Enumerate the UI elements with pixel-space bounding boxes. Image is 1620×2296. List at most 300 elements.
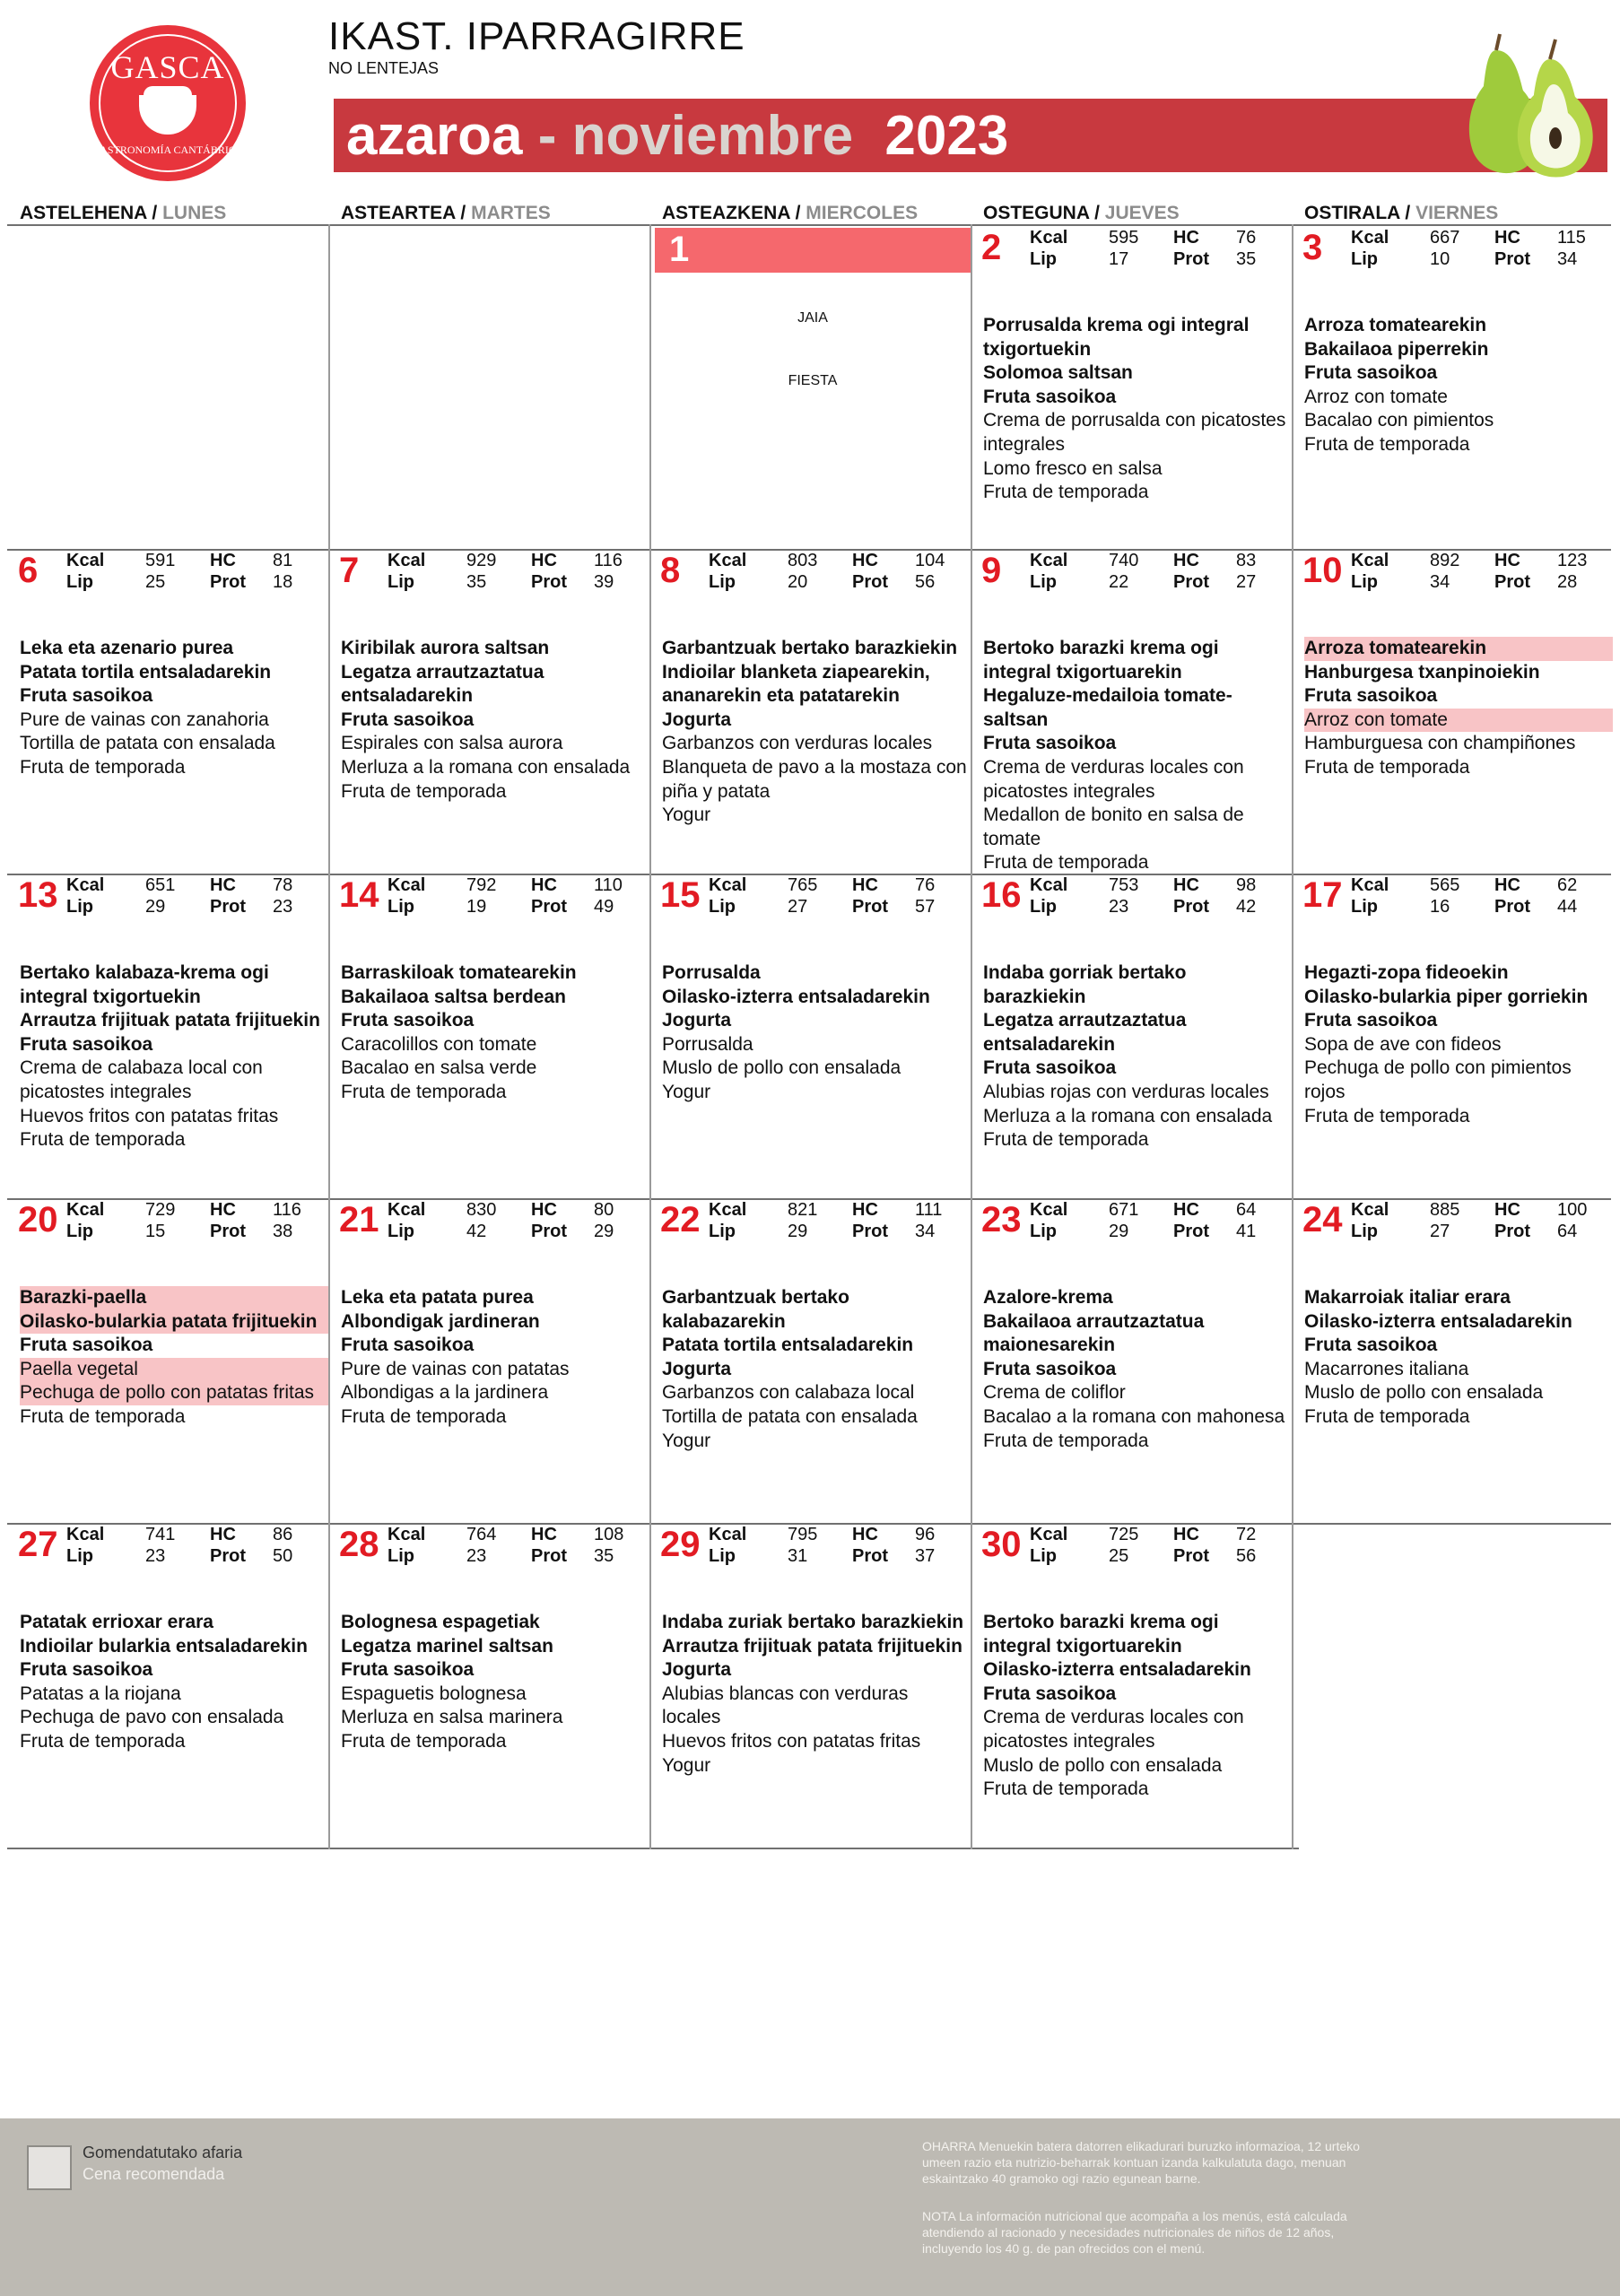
menu-item-eu: Fruta sasoikoa: [20, 1659, 153, 1681]
menu-item-es: Fruta de temporada: [1304, 433, 1470, 455]
kcal-value: 595: [1109, 228, 1139, 248]
lip-label: Lip: [388, 1546, 414, 1566]
menu-item-es: Caracolillos con tomate: [341, 1033, 537, 1055]
nutrition-bar: [13, 549, 328, 594]
menu-item-es: Yogur: [662, 804, 711, 826]
school-name: IKAST. IPARRAGIRRE: [328, 14, 745, 58]
hc-label: HC: [210, 875, 236, 895]
menu-list: [341, 637, 649, 804]
prot-value: 56: [915, 572, 936, 592]
kcal-label: Kcal: [709, 1200, 747, 1220]
menu-item-es: Pechuga de pavo con ensalada: [20, 1707, 284, 1728]
day-number: 16: [981, 875, 1022, 915]
hc-value: 96: [915, 1525, 936, 1544]
nutrition-bar: [976, 549, 1292, 594]
menu-list: [983, 961, 1292, 1152]
menu-list: [341, 1286, 649, 1430]
legend-label-eu: Gomendatutako afaria: [83, 2144, 243, 2161]
hc-label: HC: [531, 1200, 557, 1220]
weekday-header-jueves: [983, 203, 1180, 224]
day-number: 21: [339, 1200, 379, 1239]
menu-item-eu: Bertako kalabaza-krema ogi integral txigortuekin: [20, 962, 269, 1007]
menu-item-eu: Legatza arrautzaztatua entsaladarekin: [983, 1010, 1187, 1055]
menu-item-es: Blanqueta de pavo a la mostaza con piña y patata: [662, 756, 967, 802]
menu-item-eu: Fruta sasoikoa: [983, 1057, 1117, 1079]
nutrition-bar: [334, 874, 649, 918]
menu-item-es: Albondigas a la jardinera: [341, 1382, 549, 1404]
lip-label: Lip: [388, 572, 414, 592]
weekday-eu: OSTIRALA: [1304, 203, 1400, 223]
day-number: 15: [660, 875, 701, 915]
lip-value: 20: [788, 572, 808, 592]
nutrition-bar: [976, 226, 1292, 271]
prot-value: 49: [594, 897, 614, 917]
weekday-header-martes: [341, 203, 551, 224]
menu-item-es: Bacalao a la romana con mahonesa: [983, 1405, 1285, 1427]
menu-item-es: Pure de vainas con zanahoria: [20, 709, 269, 730]
menu-item-es: Fruta de temporada: [1304, 1405, 1470, 1427]
hc-value: 116: [273, 1200, 301, 1220]
menu-list: [341, 1611, 649, 1754]
lip-label: Lip: [66, 572, 93, 592]
hc-label: HC: [1173, 875, 1199, 895]
menu-item-eu: Indaba zuriak bertako barazkiekin: [662, 1612, 964, 1632]
kcal-value: 821: [788, 1200, 818, 1220]
prot-value: 18: [273, 572, 293, 592]
lip-label: Lip: [66, 897, 93, 917]
prot-value: 57: [915, 897, 936, 917]
prot-value: 44: [1557, 897, 1578, 917]
kcal-label: Kcal: [1030, 228, 1068, 248]
kcal-label: Kcal: [709, 1525, 747, 1544]
menu-item-es: Merluza en salsa marinera: [341, 1707, 563, 1728]
menu-item-es: Arroz con tomate: [1304, 386, 1448, 407]
hc-label: HC: [852, 551, 878, 570]
menu-item-es: Hamburguesa con champiñones: [1304, 733, 1576, 754]
menu-item-eu: Makarroiak italiar erara: [1304, 1287, 1511, 1308]
prot-label: Prot: [1494, 1222, 1530, 1241]
lip-label: Lip: [709, 897, 736, 917]
hc-label: HC: [852, 1200, 878, 1220]
menu-item-es: Fruta de temporada: [983, 1779, 1149, 1800]
lip-value: 10: [1430, 249, 1450, 269]
kcal-label: Kcal: [1351, 1200, 1389, 1220]
hc-label: HC: [1173, 551, 1199, 570]
menu-item-eu: Arroza tomatearekin: [1304, 637, 1613, 661]
menu-item-eu: Bertoko barazki krema ogi integral txigortuarekin: [983, 638, 1219, 683]
menu-item-es: Crema de coliflor: [983, 1382, 1126, 1404]
menu-list: [341, 961, 649, 1105]
legend-label-es: Cena recomendada: [83, 2165, 225, 2183]
lip-value: 34: [1430, 572, 1450, 592]
kcal-value: 765: [788, 875, 818, 895]
lip-value: 23: [466, 1546, 487, 1566]
menu-item-eu: Bolognesa espagetiak: [341, 1612, 540, 1632]
menu-item-es: Bacalao en salsa verde: [341, 1057, 537, 1079]
kcal-value: 929: [466, 551, 497, 570]
menu-list: [983, 1286, 1292, 1453]
menu-item-es: Tortilla de patata con ensalada: [20, 733, 275, 754]
menu-item-eu: Fruta sasoikoa: [341, 1659, 475, 1681]
hc-value: 72: [1236, 1525, 1257, 1544]
kcal-label: Kcal: [388, 875, 426, 895]
lip-value: 23: [1109, 897, 1129, 917]
nutrition-bar: [334, 1198, 649, 1243]
day-cell: [334, 549, 649, 874]
menu-list: [983, 637, 1292, 875]
menu-item-eu: Bakailaoa saltsa berdean: [341, 986, 566, 1007]
menu-item-es: Fruta de temporada: [341, 1405, 507, 1427]
day-number: 2: [981, 228, 1002, 267]
nutrition-bar: [13, 1523, 328, 1568]
menu-item-es: Huevos fritos con patatas fritas: [20, 1105, 279, 1126]
logo-name: GASCA: [110, 49, 225, 85]
menu-list: [20, 637, 328, 780]
menu-list: [1304, 314, 1613, 457]
menu-item-es: Crema de verduras locales con picatostes integrales: [983, 1707, 1244, 1752]
day-cell: [976, 1523, 1292, 1848]
weekday-eu: ASTEAZKENA: [662, 203, 790, 223]
menu-item-es: Pechuga de pollo con pimientos rojos: [1304, 1057, 1572, 1102]
hc-value: 123: [1557, 551, 1588, 570]
menu-list: [662, 1611, 971, 1778]
kcal-label: Kcal: [66, 875, 105, 895]
menu-item-eu: Azalore-krema: [983, 1287, 1113, 1308]
day-cell: [976, 226, 1292, 551]
kcal-value: 892: [1430, 551, 1460, 570]
hc-label: HC: [210, 1525, 236, 1544]
menu-item-eu: Arroza tomatearekin: [1304, 315, 1487, 335]
menu-item-eu: Arrautza frijituak patata frijituekin: [20, 1010, 320, 1031]
menu-item-es: Pure de vainas con patatas: [341, 1358, 570, 1379]
hc-value: 64: [1236, 1200, 1257, 1220]
grid-column-divider: [971, 224, 972, 1849]
day-number: 9: [981, 551, 1002, 590]
menu-item-es: Espaguetis bolognesa: [341, 1683, 527, 1704]
prot-label: Prot: [210, 897, 246, 917]
kcal-value: 740: [1109, 551, 1139, 570]
prot-label: Prot: [1173, 249, 1209, 269]
grid-column-divider: [1292, 224, 1293, 1849]
menu-item-eu: Fruta sasoikoa: [341, 709, 475, 730]
menu-item-eu: Indioilar blanketa ziapearekin, ananarekin eta patatarekin: [662, 661, 930, 707]
hc-value: 116: [594, 551, 623, 570]
menu-item-es: Yogur: [662, 1081, 711, 1102]
kcal-label: Kcal: [66, 1200, 105, 1220]
menu-item-eu: Fruta sasoikoa: [341, 1010, 475, 1031]
menu-item-es: Sopa de ave con fideos: [1304, 1033, 1502, 1055]
hc-value: 111: [915, 1200, 943, 1220]
menu-item-eu: Fruta sasoikoa: [983, 733, 1117, 754]
weekday-eu: ASTELEHENA: [20, 203, 147, 223]
lip-value: 29: [1109, 1222, 1129, 1241]
menu-item-es: Medallon de bonito en salsa de tomate: [983, 804, 1244, 849]
weekday-eu: ASTEARTEA: [341, 203, 456, 223]
menu-item-eu: Leka eta patata purea: [341, 1287, 534, 1308]
nutrition-bar: [1297, 549, 1613, 594]
hc-label: HC: [210, 551, 236, 570]
menu-list: [20, 961, 328, 1152]
hc-label: HC: [531, 875, 557, 895]
menu-item-es: Fruta de temporada: [20, 1129, 186, 1151]
menu-item-eu: Patatak errioxar erara: [20, 1612, 213, 1632]
menu-item-eu: Fruta sasoikoa: [20, 1335, 153, 1356]
weekday-header-miercoles: [662, 203, 918, 224]
weekday-slash: /: [795, 203, 801, 223]
lip-label: Lip: [66, 1546, 93, 1566]
day-cell: [976, 549, 1292, 874]
prot-value: 28: [1557, 572, 1578, 592]
lip-label: Lip: [1030, 1222, 1057, 1241]
day-number: 23: [981, 1200, 1022, 1239]
weekday-es: JUEVES: [1104, 203, 1180, 223]
menu-item-eu: Hegazti-zopa fideoekin: [1304, 962, 1509, 983]
prot-label: Prot: [1173, 1546, 1209, 1566]
menu-item-es: Muslo de pollo con ensalada: [983, 1754, 1223, 1776]
kcal-value: 729: [145, 1200, 176, 1220]
day-cell: [13, 874, 328, 1198]
day-number: 10: [1302, 551, 1343, 590]
weekday-slash: /: [1094, 203, 1100, 223]
lip-value: 29: [788, 1222, 808, 1241]
prot-label: Prot: [531, 572, 567, 592]
menu-item-es: Merluza a la romana con ensalada: [341, 756, 631, 778]
day-number: 17: [1302, 875, 1343, 915]
menu-item-eu: Bertoko barazki krema ogi integral txigortuarekin: [983, 1612, 1219, 1657]
nutrition-bar: [655, 874, 971, 918]
lip-value: 22: [1109, 572, 1129, 592]
kcal-value: 671: [1109, 1200, 1139, 1220]
prot-label: Prot: [1494, 249, 1530, 269]
hc-label: HC: [1494, 1200, 1520, 1220]
year: 2023: [884, 105, 1009, 167]
grid-column-divider: [328, 224, 330, 1849]
month-separator: -: [537, 105, 557, 167]
hc-value: 81: [273, 551, 293, 570]
lip-value: 35: [466, 572, 487, 592]
menu-item-eu: Oilasko-izterra entsaladarekin: [983, 1659, 1251, 1681]
lip-value: 16: [1430, 897, 1450, 917]
prot-label: Prot: [531, 1222, 567, 1241]
day-number: 13: [18, 875, 58, 915]
hc-value: 104: [915, 551, 945, 570]
kcal-label: Kcal: [388, 1200, 426, 1220]
day-number: 20: [18, 1200, 58, 1239]
menu-item-es: Muslo de pollo con ensalada: [1304, 1382, 1544, 1404]
hc-value: 86: [273, 1525, 293, 1544]
hc-value: 115: [1557, 228, 1586, 248]
menu-item-es: Pechuga de pollo con patatas fritas: [20, 1381, 328, 1405]
weekday-es: MARTES: [471, 203, 551, 223]
menu-item-es: Paella vegetal: [20, 1358, 328, 1382]
menu-item-eu: Legatza marinel saltsan: [341, 1635, 553, 1657]
menu-item-es: Macarrones italiana: [1304, 1358, 1469, 1379]
menu-item-eu: Legatza arrautzaztatua entsaladarekin: [341, 661, 544, 707]
holiday-label-eu: JAIA: [797, 310, 828, 326]
menu-item-eu: Fruta sasoikoa: [1304, 685, 1438, 707]
prot-label: Prot: [531, 897, 567, 917]
prot-value: 23: [273, 897, 293, 917]
lip-label: Lip: [388, 897, 414, 917]
lip-label: Lip: [709, 1546, 736, 1566]
menu-list: [662, 1286, 971, 1453]
menu-item-eu: Patata tortila entsaladarekin: [662, 1335, 914, 1356]
nutrition-bar: [976, 874, 1292, 918]
menu-item-es: Bacalao con pimientos: [1304, 410, 1494, 431]
weekday-eu: OSTEGUNA: [983, 203, 1090, 223]
day-number: 3: [1302, 228, 1323, 267]
menu-item-es: Porrusalda: [662, 1033, 753, 1055]
logo-subtitle: GASTRONOMÍA CANTÁBRICA: [91, 144, 244, 156]
menu-list: [1304, 637, 1613, 780]
menu-list: [20, 1286, 328, 1430]
day-number: 29: [660, 1525, 701, 1564]
nutrition-bar: [655, 549, 971, 594]
menu-item-es: Crema de porrusalda con picatostes integrales: [983, 410, 1286, 455]
hc-value: 80: [594, 1200, 614, 1220]
menu-item-eu: Jogurta: [662, 1010, 732, 1031]
menu-item-es: Yogur: [662, 1430, 711, 1451]
lip-value: 27: [788, 897, 808, 917]
hc-value: 100: [1557, 1200, 1588, 1220]
menu-item-eu: Kiribilak aurora saltsan: [341, 638, 550, 658]
day-number: 7: [339, 551, 360, 590]
lip-value: 25: [145, 572, 166, 592]
nutrition-bar: [334, 1523, 649, 1568]
menu-item-es: Alubias blancas con verduras locales: [662, 1683, 909, 1728]
menu-item-eu: Hegaluze-medailoia tomate-saltsan: [983, 685, 1232, 730]
kcal-value: 725: [1109, 1525, 1139, 1544]
kcal-label: Kcal: [1030, 1200, 1068, 1220]
hc-label: HC: [1494, 875, 1520, 895]
lip-value: 17: [1109, 249, 1129, 269]
day-cell: [976, 1198, 1292, 1523]
day-number: 1: [669, 230, 690, 269]
month-es: noviembre: [571, 105, 854, 167]
weekday-slash: /: [1405, 203, 1411, 223]
nutrition-bar: [1297, 874, 1613, 918]
nutrition-bar: [13, 1198, 328, 1243]
menu-item-es: Fruta de temporada: [341, 1081, 507, 1102]
menu-item-eu: Fruta sasoikoa: [983, 386, 1117, 407]
nutrition-bar: [976, 1523, 1292, 1568]
day-number: 24: [1302, 1200, 1343, 1239]
day-cell: [655, 226, 971, 551]
menu-item-es: Fruta de temporada: [983, 1430, 1149, 1451]
menu-item-es: Arroz con tomate: [1304, 709, 1613, 733]
menu-item-eu: Fruta sasoikoa: [20, 685, 153, 707]
menu-item-eu: Fruta sasoikoa: [20, 1033, 153, 1055]
kcal-value: 830: [466, 1200, 497, 1220]
kcal-value: 741: [145, 1525, 176, 1544]
menu-item-eu: Barazki-paella: [20, 1286, 328, 1310]
menu-item-es: Fruta de temporada: [983, 482, 1149, 503]
lip-value: 42: [466, 1222, 487, 1241]
menu-item-eu: Arrautza frijituak patata frijituekin: [662, 1635, 962, 1657]
day-number: 8: [660, 551, 681, 590]
month-eu: azaroa: [346, 105, 523, 167]
prot-value: 29: [594, 1222, 614, 1241]
menu-item-eu: Oilasko-bularkia patata frijituekin: [20, 1310, 328, 1335]
menu-item-es: Tortilla de patata con ensalada: [662, 1405, 918, 1427]
prot-value: 35: [594, 1546, 614, 1566]
menu-item-eu: Oilasko-izterra entsaladarekin: [1304, 1310, 1572, 1332]
prot-label: Prot: [1173, 897, 1209, 917]
hc-value: 83: [1236, 551, 1257, 570]
menu-item-es: Patatas a la riojana: [20, 1683, 181, 1704]
grid-line: [7, 1848, 1299, 1849]
prot-label: Prot: [1494, 572, 1530, 592]
kcal-label: Kcal: [1351, 228, 1389, 248]
lip-label: Lip: [1351, 1222, 1378, 1241]
menu-item-eu: Fruta sasoikoa: [1304, 362, 1438, 384]
menu-item-eu: Jogurta: [662, 1358, 732, 1379]
prot-label: Prot: [1494, 897, 1530, 917]
kcal-label: Kcal: [1030, 551, 1068, 570]
menu-item-es: Alubias rojas con verduras locales: [983, 1081, 1269, 1102]
kcal-value: 667: [1430, 228, 1460, 248]
kcal-value: 803: [788, 551, 818, 570]
day-number: 14: [339, 875, 379, 915]
prot-label: Prot: [852, 897, 888, 917]
weekday-slash: /: [460, 203, 466, 223]
lip-label: Lip: [1030, 572, 1057, 592]
prot-label: Prot: [1173, 1222, 1209, 1241]
prot-value: 34: [1557, 249, 1578, 269]
hc-label: HC: [1173, 228, 1199, 248]
prot-label: Prot: [210, 1546, 246, 1566]
lip-value: 15: [145, 1222, 166, 1241]
prot-value: 50: [273, 1546, 293, 1566]
kcal-label: Kcal: [1030, 875, 1068, 895]
kcal-value: 764: [466, 1525, 497, 1544]
menu-item-eu: Indioilar bularkia entsaladarekin: [20, 1635, 308, 1657]
day-cell: [655, 549, 971, 874]
menu-item-eu: Solomoa saltsan: [983, 362, 1133, 384]
weekday-es: MIERCOLES: [806, 203, 919, 223]
nutrition-bar: [1297, 226, 1613, 271]
menu-list: [20, 1611, 328, 1754]
menu-item-eu: Fruta sasoikoa: [1304, 1335, 1438, 1356]
month-banner: [334, 99, 1607, 172]
day-number: 28: [339, 1525, 379, 1564]
menu-item-es: Fruta de temporada: [20, 1405, 186, 1427]
menu-item-es: Fruta de temporada: [20, 756, 186, 778]
kcal-label: Kcal: [1030, 1525, 1068, 1544]
menu-list: [983, 1611, 1292, 1802]
nutrition-bar: [655, 1523, 971, 1568]
day-cell: [1297, 549, 1613, 874]
prot-value: 27: [1236, 572, 1257, 592]
menu-item-es: Fruta de temporada: [341, 1730, 507, 1752]
menu-item-es: Crema de calabaza local con picatostes integrales: [20, 1057, 263, 1102]
hc-label: HC: [531, 1525, 557, 1544]
menu-item-es: Espirales con salsa aurora: [341, 733, 563, 754]
menu-item-eu: Indaba gorriak bertako barazkiekin: [983, 962, 1187, 1007]
weekday-es: LUNES: [162, 203, 227, 223]
hc-value: 76: [915, 875, 936, 895]
day-cell: [13, 1523, 328, 1848]
prot-value: 37: [915, 1546, 936, 1566]
prot-value: 38: [273, 1222, 293, 1241]
nutrition-bar: [976, 1198, 1292, 1243]
menu-variant: NO LENTEJAS: [328, 59, 440, 77]
kcal-label: Kcal: [388, 1525, 426, 1544]
menu-item-eu: Fruta sasoikoa: [983, 1683, 1117, 1704]
lip-label: Lip: [1030, 897, 1057, 917]
nutrition-bar: [334, 549, 649, 594]
hc-value: 78: [273, 875, 293, 895]
